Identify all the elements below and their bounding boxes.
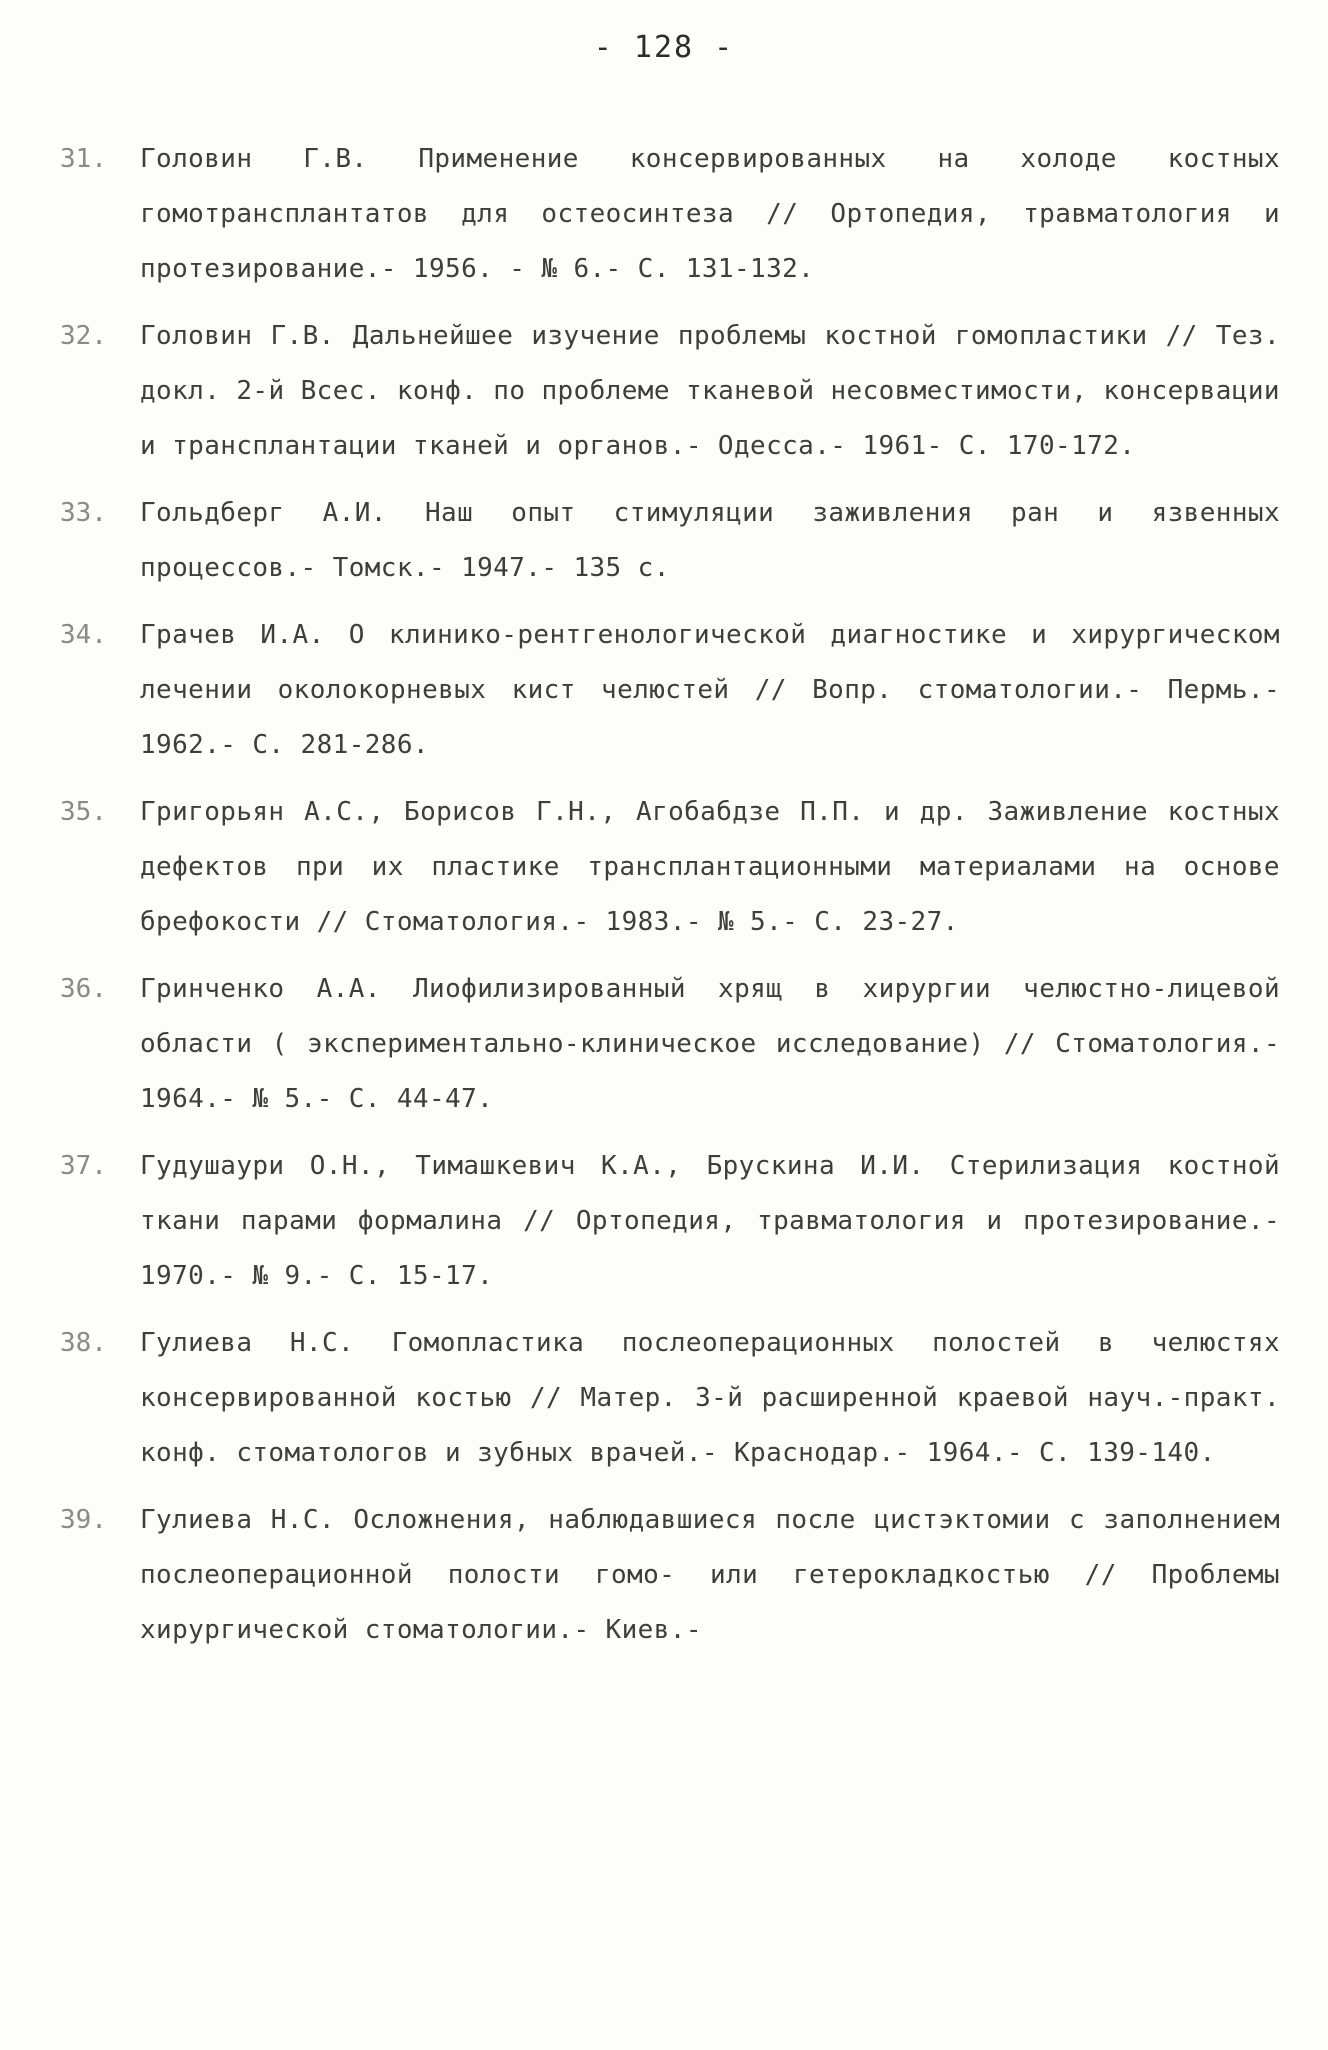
reference-item [60, 132, 1280, 297]
reference-text: Гулиева Н.С. Осложнения, наблюдавшиеся после цистэктомии с заполнением послеоперационной полости гомо- или гетерокладкостью // Проблемы хирургической стоматологии.- Киев.- [140, 1505, 1280, 1645]
reference-item [60, 1139, 1280, 1304]
reference-number: 33. [60, 498, 107, 528]
reference-item [60, 785, 1280, 950]
reference-item [60, 1316, 1280, 1481]
reference-item [60, 962, 1280, 1127]
reference-item [60, 1493, 1280, 1658]
reference-number: 34. [60, 620, 107, 650]
reference-item [60, 486, 1280, 596]
reference-text: Григорьян А.С., Борисов Г.Н., Агобабдзе П.П. и др. Заживление костных дефектов при их пластике трансплантационными материалами на основе брефокости // Стоматология.- 1983.- № 5.- С. 23-27. [140, 797, 1280, 937]
reference-number: 35. [60, 797, 107, 827]
reference-text: Головин Г.В. Дальнейшее изучение проблемы костной гомопластики // Тез. докл. 2-й Всес. конф. по проблеме тканевой несовместимости, консервации и трансплантации тканей и органов.- Одесса.- 1961- С. 170-172. [140, 321, 1280, 461]
reference-item [60, 309, 1280, 474]
reference-text: Головин Г.В. Применение консервированных на холоде костных гомотрансплантатов для остеосинтеза // Ортопедия, травматология и протезирование.- 1956. - № 6.- С. 131-132. [140, 144, 1280, 284]
reference-item [60, 608, 1280, 773]
reference-number: 37. [60, 1151, 107, 1181]
reference-number: 32. [60, 321, 107, 351]
reference-number: 31. [60, 144, 107, 174]
reference-number: 39. [60, 1505, 107, 1535]
reference-number: 36. [60, 974, 107, 1004]
reference-text: Грачев И.А. О клинико-рентгенологической диагностике и хирургическом лечении околокорневых кист челюстей // Вопр. стоматологии.- Пермь.- 1962.- С. 281-286. [140, 620, 1280, 760]
page-number: - 128 - [593, 30, 735, 65]
reference-text: Гулиева Н.С. Гомопластика послеоперационных полостей в челюстях консервированной костью // Матер. 3-й расширенной краевой науч.-практ. конф. стоматологов и зубных врачей.- Краснодар.- 1964.- С. 139-140. [140, 1328, 1280, 1468]
reference-text: Гольдберг А.И. Наш опыт стимуляции заживления ран и язвенных процессов.- Томск.- 1947.- 135 с. [140, 498, 1280, 583]
reference-text: Гринченко А.А. Лиофилизированный хрящ в хирургии челюстно-лицевой области ( экспериментально-клиническое исследование) // Стоматология.- 1964.- № 5.- С. 44-47. [140, 974, 1280, 1114]
reference-number: 38. [60, 1328, 107, 1358]
reference-list [60, 132, 1280, 1670]
reference-text: Гудушаури О.Н., Тимашкевич К.А., Брускина И.И. Стерилизация костной ткани парами формалина // Ортопедия, травматология и протезирование.- 1970.- № 9.- С. 15-17. [140, 1151, 1280, 1291]
